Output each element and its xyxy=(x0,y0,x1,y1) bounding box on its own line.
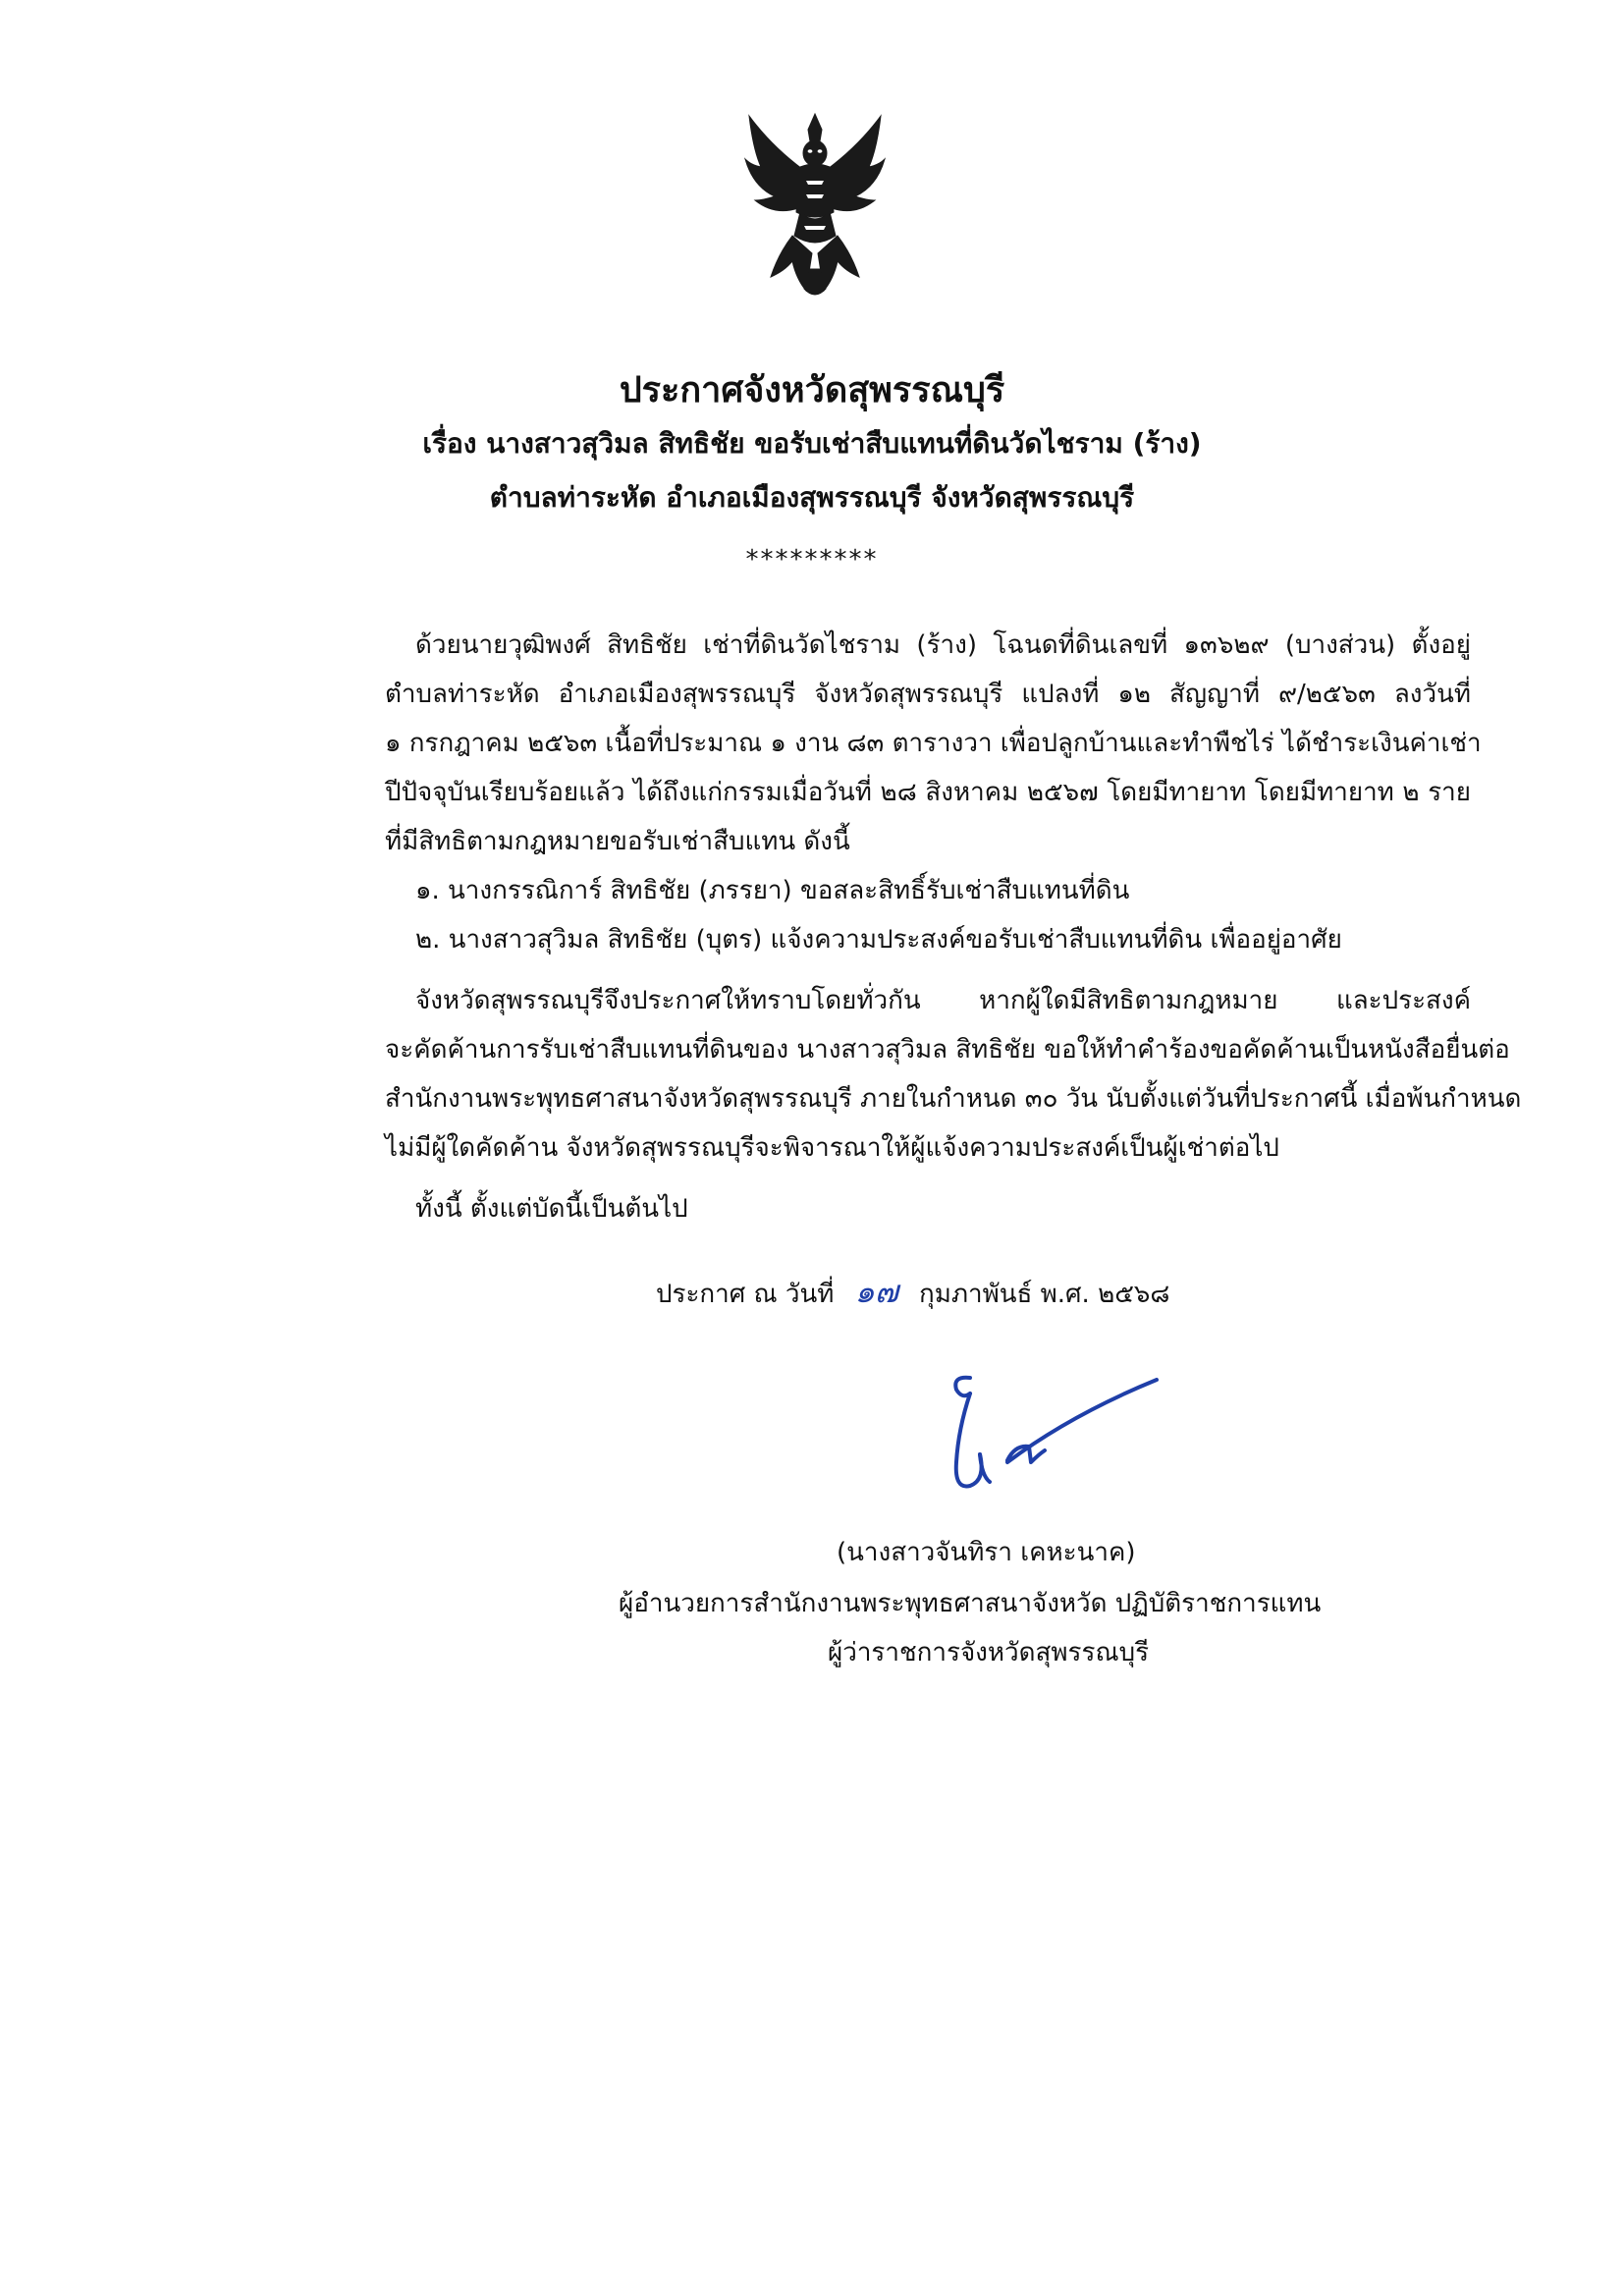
paragraph-line: ด้วยนายวุฒิพงศ์ สิทธิชัย เช่าที่ดินวัดไชราม (ร้าง) โฉนดที่ดินเลขที่ ๑๓๖๒๙ (บางส่วน) ตั้งอยู่ xyxy=(415,630,1471,660)
paragraph-line: สำนักงานพระพุทธศาสนาจังหวัดสุพรรณบุรี ภายในกำหนด ๓๐ วัน นับตั้งแต่วันที่ประกาศนี้ เมื่อพ้นกำหนด xyxy=(385,1084,1522,1114)
header-divider: ********* xyxy=(745,545,879,574)
paragraph-line: จะคัดค้านการรับเช่าสืบแทนที่ดินของ นางสาวสุวิมล สิทธิชัย ขอให้ทำคำร้องขอคัดค้านเป็นหนังสือยื่นต่อ xyxy=(385,1035,1510,1065)
announcement-subject: เรื่อง นางสาวสุวิมล สิทธิชัย ขอรับเช่าสืบแทนที่ดินวัดไชราม (ร้าง) xyxy=(422,427,1202,460)
garuda-emblem-icon xyxy=(741,106,889,302)
announcement-date xyxy=(656,1267,1169,1317)
date-month-year: กุมภาพันธ์ พ.ศ. ๒๕๖๘ xyxy=(918,1280,1170,1309)
closing-line: ทั้งนี้ ตั้งแต่บัดนี้เป็นต้นไป xyxy=(415,1194,688,1224)
announcement-title: ประกาศจังหวัดสุพรรณบุรี xyxy=(619,370,1005,410)
signatory-title-governor: ผู้ว่าราชการจังหวัดสุพรรณบุรี xyxy=(828,1638,1150,1667)
paragraph-line: ไม่มีผู้ใดคัดค้าน จังหวัดสุพรรณบุรีจะพิจารณาให้ผู้แจ้งความประสงค์เป็นผู้เช่าต่อไป xyxy=(385,1133,1279,1163)
date-prefix: ประกาศ ณ วันที่ xyxy=(656,1280,835,1309)
paragraph-line: ๑ กรกฎาคม ๒๕๖๓ เนื้อที่ประมาณ ๑ งาน ๘๓ ตารางวา เพื่อปลูกบ้านและทำพืชไร่ ได้ชำระเงินค่าเช่า xyxy=(385,729,1482,758)
paragraph-line: จังหวัดสุพรรณบุรีจึงประกาศให้ทราบโดยทั่วกัน หากผู้ใดมีสิทธิตามกฎหมาย และประสงค์ xyxy=(415,986,1471,1015)
handwritten-signature xyxy=(913,1360,1168,1503)
paragraph-line: ที่มีสิทธิตามกฎหมายขอรับเช่าสืบแทน ดังนี้ xyxy=(385,827,850,856)
paragraph-line: ปีปัจจุบันเรียบร้อยแล้ว ได้ถึงแก่กรรมเมื่อวันที่ ๒๘ สิงหาคม ๒๕๖๗ โดยมีทายาท โดยมีทายาท ๒ ราย xyxy=(385,778,1471,807)
date-day: ๑๗ xyxy=(854,1273,898,1310)
paragraph-line: ตำบลท่าระหัด อำเภอเมืองสุพรรณบุรี จังหวัดสุพรรณบุรี แปลงที่ ๑๒ สัญญาที่ ๙/๒๕๖๓ ลงวันที่ xyxy=(385,680,1471,709)
list-item: ๒. นางสาวสุวิมล สิทธิชัย (บุตร) แจ้งความประสงค์ขอรับเช่าสืบแทนที่ดิน เพื่ออยู่อาศัย xyxy=(415,925,1342,955)
list-item: ๑. นางกรรณิการ์ สิทธิชัย (ภรรยา) ขอสละสิทธิ์รับเช่าสืบแทนที่ดิน xyxy=(415,876,1130,905)
signatory-name: (นางสาวจันทิรา เคหะนาค) xyxy=(837,1538,1136,1567)
signatory-title: ผู้อำนวยการสำนักงานพระพุทธศาสนาจังหวัด ปฏิบัติราชการแทน xyxy=(619,1589,1322,1618)
announcement-location: ตำบลท่าระหัด อำเภอเมืองสุพรรณบุรี จังหวัดสุพรรณบุรี xyxy=(489,481,1135,514)
